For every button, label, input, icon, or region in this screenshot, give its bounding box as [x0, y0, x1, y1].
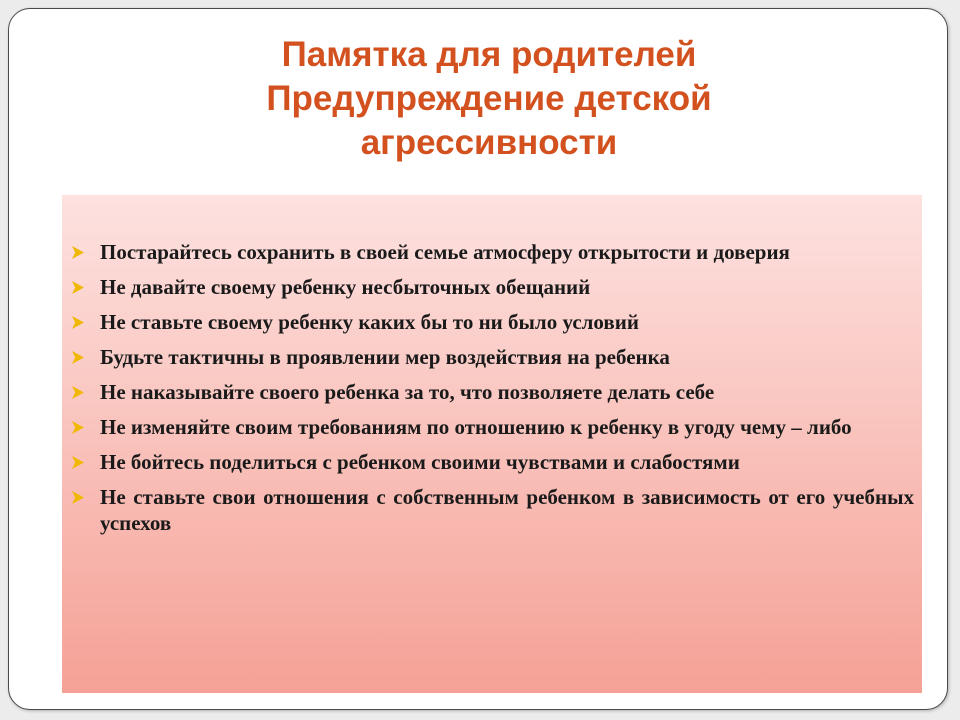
list-item-text: Будьте тактичны в проявлении мер воздействия на ребенка [100, 345, 670, 369]
title-line: агрессивности [360, 123, 618, 162]
slide-frame [8, 8, 948, 710]
list-item [72, 309, 914, 335]
arrow-bullet-icon [72, 281, 84, 294]
list-item-text: Не ставьте своему ребенку каких бы то ни было условий [100, 310, 639, 334]
arrow-bullet-icon [72, 386, 84, 399]
arrow-bullet-icon [72, 351, 84, 364]
slide-title [129, 33, 849, 165]
list-item-text: Не ставьте свои отношения с собственным ребенком в зависимость от его учебных успехов [100, 485, 914, 535]
advice-list [72, 239, 914, 536]
list-item [72, 274, 914, 300]
arrow-bullet-icon [72, 246, 84, 259]
list-item [72, 379, 914, 405]
list-item [72, 449, 914, 475]
list-item [72, 239, 914, 265]
title-line: Предупреждение детской [266, 79, 712, 118]
list-item [72, 344, 914, 370]
arrow-bullet-icon [72, 456, 84, 469]
list-item-text: Не изменяйте своим требованиям по отношению к ребенку в угоду чему – либо [100, 415, 852, 439]
content-box [62, 195, 922, 693]
list-item-text: Не давайте своему ребенку несбыточных обещаний [100, 275, 591, 299]
title-line: Памятка для родителей [281, 35, 697, 74]
list-item-text: Не бойтесь поделиться с ребенком своими чувствами и слабостями [100, 450, 740, 474]
list-item [72, 484, 914, 536]
arrow-bullet-icon [72, 491, 84, 504]
arrow-bullet-icon [72, 421, 84, 434]
list-item-text: Постарайтесь сохранить в своей семье атмосферу открытости и доверия [100, 240, 790, 264]
list-item-text: Не наказывайте своего ребенка за то, что позволяете делать себе [100, 380, 715, 404]
list-item [72, 414, 914, 440]
arrow-bullet-icon [72, 316, 84, 329]
